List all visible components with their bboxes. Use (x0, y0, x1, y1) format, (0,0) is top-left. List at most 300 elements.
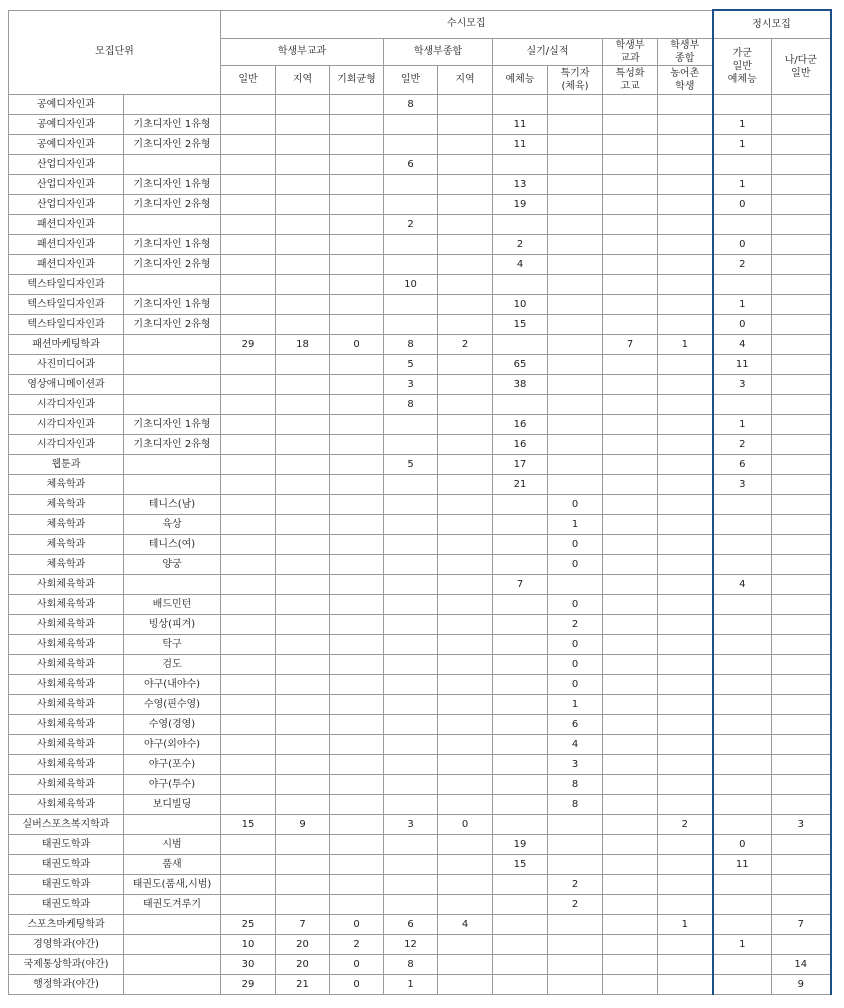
track-cell: 기초디자인 1유형 (124, 175, 221, 195)
track-cell: 기초디자인 2유형 (124, 255, 221, 275)
quota-cell (438, 495, 493, 515)
quota-cell (384, 555, 438, 575)
quota-cell (276, 535, 330, 555)
quota-cell (384, 515, 438, 535)
quota-cell (330, 275, 384, 295)
table-row (9, 455, 831, 475)
dept-cell: 영상애니메이션과 (9, 375, 124, 395)
header-jeongsi: 정시모집 (713, 10, 831, 39)
quota-cell (772, 875, 831, 895)
quota-cell (493, 675, 548, 695)
quota-cell: 1 (713, 135, 772, 155)
quota-cell: 15 (221, 815, 276, 835)
quota-cell (330, 395, 384, 415)
quota-cell (493, 955, 548, 975)
track-cell (124, 335, 221, 355)
quota-cell (548, 355, 603, 375)
quota-cell (438, 795, 493, 815)
quota-cell (221, 615, 276, 635)
dept-cell: 사회체육학과 (9, 675, 124, 695)
quota-cell (658, 775, 713, 795)
quota-cell (221, 635, 276, 655)
quota-cell (772, 375, 831, 395)
quota-cell (330, 675, 384, 695)
quota-cell (384, 115, 438, 135)
quota-cell (493, 155, 548, 175)
quota-cell: 4 (438, 915, 493, 935)
quota-cell (772, 355, 831, 375)
quota-cell (330, 795, 384, 815)
quota-cell (548, 815, 603, 835)
quota-cell (493, 715, 548, 735)
quota-cell (276, 235, 330, 255)
quota-cell (548, 155, 603, 175)
quota-cell (221, 235, 276, 255)
quota-cell (384, 695, 438, 715)
quota-cell (603, 535, 658, 555)
quota-cell (713, 535, 772, 555)
quota-cell (713, 495, 772, 515)
quota-cell (713, 155, 772, 175)
quota-cell (276, 295, 330, 315)
quota-cell (713, 695, 772, 715)
table-row (9, 135, 831, 155)
quota-cell (658, 415, 713, 435)
quota-cell (772, 495, 831, 515)
dept-cell: 시각디자인과 (9, 435, 124, 455)
quota-cell: 38 (493, 375, 548, 395)
quota-cell (713, 655, 772, 675)
quota-cell (330, 655, 384, 675)
track-cell: 육상 (124, 515, 221, 535)
quota-cell (603, 835, 658, 855)
quota-cell: 9 (276, 815, 330, 835)
quota-cell (221, 655, 276, 675)
quota-cell (603, 375, 658, 395)
track-cell (124, 355, 221, 375)
quota-cell: 0 (548, 655, 603, 675)
header-nongeochon-student: 농어촌 학생 (658, 66, 713, 95)
quota-cell (221, 155, 276, 175)
quota-cell: 3 (384, 815, 438, 835)
quota-cell (330, 415, 384, 435)
admissions-quota-table (8, 9, 832, 995)
quota-cell (221, 895, 276, 915)
quota-cell (658, 235, 713, 255)
quota-cell (493, 935, 548, 955)
quota-cell (276, 895, 330, 915)
quota-cell (330, 315, 384, 335)
quota-cell (384, 615, 438, 635)
quota-cell (772, 195, 831, 215)
quota-cell: 13 (493, 175, 548, 195)
quota-cell (221, 775, 276, 795)
quota-cell (713, 775, 772, 795)
quota-cell (603, 815, 658, 835)
header-silgi-special: 특기자 (체육) (548, 66, 603, 95)
quota-cell (548, 975, 603, 995)
dept-cell: 사회체육학과 (9, 655, 124, 675)
quota-cell (713, 755, 772, 775)
track-cell: 기초디자인 2유형 (124, 195, 221, 215)
quota-cell (772, 215, 831, 235)
quota-cell (713, 915, 772, 935)
quota-cell (493, 635, 548, 655)
quota-cell (438, 635, 493, 655)
quota-cell (438, 435, 493, 455)
quota-cell (548, 215, 603, 235)
track-cell (124, 455, 221, 475)
quota-cell (658, 95, 713, 115)
quota-cell (772, 135, 831, 155)
dept-cell: 사회체육학과 (9, 775, 124, 795)
quota-cell (548, 255, 603, 275)
quota-cell (493, 215, 548, 235)
quota-cell (438, 315, 493, 335)
quota-cell (493, 775, 548, 795)
table-row (9, 395, 831, 415)
table-row (9, 195, 831, 215)
quota-cell (330, 695, 384, 715)
quota-cell (548, 135, 603, 155)
quota-cell (772, 395, 831, 415)
quota-cell (772, 175, 831, 195)
table-row (9, 615, 831, 635)
quota-cell (772, 675, 831, 695)
quota-cell (493, 395, 548, 415)
dept-cell: 태권도학과 (9, 895, 124, 915)
quota-cell (493, 755, 548, 775)
quota-cell (603, 895, 658, 915)
quota-cell: 20 (276, 955, 330, 975)
quota-cell (658, 975, 713, 995)
quota-cell: 21 (493, 475, 548, 495)
quota-cell: 0 (330, 335, 384, 355)
table-row (9, 855, 831, 875)
dept-cell: 공예디자인과 (9, 135, 124, 155)
dept-cell: 공예디자인과 (9, 95, 124, 115)
quota-cell (384, 875, 438, 895)
quota-cell (772, 155, 831, 175)
quota-cell (548, 455, 603, 475)
quota-cell (276, 475, 330, 495)
quota-cell (221, 475, 276, 495)
quota-cell: 8 (548, 775, 603, 795)
quota-cell (493, 795, 548, 815)
quota-cell (384, 135, 438, 155)
quota-cell (221, 715, 276, 735)
quota-cell (658, 535, 713, 555)
track-cell: 빙상(피겨) (124, 615, 221, 635)
quota-cell (772, 795, 831, 815)
quota-cell (713, 895, 772, 915)
quota-cell: 0 (548, 555, 603, 575)
quota-cell (658, 715, 713, 735)
dept-cell: 체육학과 (9, 475, 124, 495)
quota-cell (276, 435, 330, 455)
quota-cell (384, 595, 438, 615)
quota-cell (438, 155, 493, 175)
table-row (9, 955, 831, 975)
quota-cell: 7 (603, 335, 658, 355)
quota-cell (548, 435, 603, 455)
table-row (9, 515, 831, 535)
track-cell (124, 275, 221, 295)
quota-cell (548, 375, 603, 395)
quota-cell (493, 915, 548, 935)
quota-cell (658, 575, 713, 595)
header-jonghap-general: 일반 (384, 66, 438, 95)
quota-cell (658, 655, 713, 675)
quota-cell (603, 455, 658, 475)
quota-cell (438, 195, 493, 215)
quota-cell (276, 695, 330, 715)
table-row (9, 875, 831, 895)
quota-cell (772, 115, 831, 135)
quota-cell (221, 735, 276, 755)
dept-cell: 텍스타일디자인과 (9, 295, 124, 315)
quota-cell (438, 575, 493, 595)
quota-cell: 10 (493, 295, 548, 315)
table-row (9, 755, 831, 775)
quota-cell (438, 735, 493, 755)
quota-cell (438, 215, 493, 235)
quota-cell: 1 (548, 695, 603, 715)
quota-cell (276, 875, 330, 895)
quota-cell (603, 875, 658, 895)
quota-cell (384, 315, 438, 335)
quota-cell (548, 915, 603, 935)
quota-cell: 2 (713, 435, 772, 455)
quota-cell (330, 635, 384, 655)
quota-cell (548, 575, 603, 595)
quota-cell: 65 (493, 355, 548, 375)
track-cell: 검도 (124, 655, 221, 675)
quota-cell (493, 595, 548, 615)
quota-cell (330, 115, 384, 135)
quota-cell (384, 835, 438, 855)
quota-cell (438, 475, 493, 495)
quota-cell (603, 915, 658, 935)
quota-cell (276, 735, 330, 755)
quota-cell (548, 115, 603, 135)
quota-cell (221, 555, 276, 575)
quota-cell: 8 (548, 795, 603, 815)
quota-cell (330, 895, 384, 915)
quota-cell: 4 (713, 335, 772, 355)
quota-cell: 20 (276, 935, 330, 955)
track-cell: 기초디자인 1유형 (124, 115, 221, 135)
quota-cell (330, 475, 384, 495)
quota-cell (603, 355, 658, 375)
table-row (9, 635, 831, 655)
quota-cell (493, 275, 548, 295)
quota-cell (438, 535, 493, 555)
quota-cell (330, 175, 384, 195)
dept-cell: 시각디자인과 (9, 395, 124, 415)
table-row (9, 315, 831, 335)
quota-cell: 7 (772, 915, 831, 935)
quota-cell (493, 555, 548, 575)
quota-cell (603, 975, 658, 995)
quota-cell (493, 695, 548, 715)
quota-cell (221, 435, 276, 455)
table-body (9, 95, 831, 995)
quota-cell (772, 475, 831, 495)
quota-cell (772, 755, 831, 775)
header-jonghap-region: 지역 (438, 66, 493, 95)
quota-cell (330, 235, 384, 255)
track-cell (124, 935, 221, 955)
quota-cell: 1 (713, 175, 772, 195)
quota-cell (438, 775, 493, 795)
quota-cell (658, 455, 713, 475)
quota-cell (438, 935, 493, 955)
quota-cell (603, 755, 658, 775)
quota-cell (221, 95, 276, 115)
quota-cell (658, 215, 713, 235)
quota-cell (384, 675, 438, 695)
quota-cell (493, 895, 548, 915)
quota-cell (221, 275, 276, 295)
quota-cell (603, 695, 658, 715)
quota-cell (603, 555, 658, 575)
quota-cell (603, 115, 658, 135)
quota-cell: 1 (658, 915, 713, 935)
header-ga-gun: 가군 일반 예체능 (713, 39, 772, 95)
table-row (9, 675, 831, 695)
quota-cell (713, 675, 772, 695)
dept-cell: 사회체육학과 (9, 795, 124, 815)
header-jonghap: 학생부종합 (384, 39, 493, 66)
quota-cell: 0 (548, 595, 603, 615)
quota-cell (221, 835, 276, 855)
quota-cell (658, 295, 713, 315)
quota-cell: 4 (493, 255, 548, 275)
quota-cell (276, 855, 330, 875)
quota-cell (548, 195, 603, 215)
quota-cell (658, 695, 713, 715)
dept-cell: 공예디자인과 (9, 115, 124, 135)
dept-cell: 체육학과 (9, 515, 124, 535)
quota-cell (276, 675, 330, 695)
quota-cell (713, 555, 772, 575)
quota-cell (221, 395, 276, 415)
quota-cell (276, 795, 330, 815)
dept-cell: 실버스포츠복지학과 (9, 815, 124, 835)
track-cell (124, 975, 221, 995)
quota-cell (548, 235, 603, 255)
quota-cell (276, 315, 330, 335)
quota-cell (221, 595, 276, 615)
track-cell: 탁구 (124, 635, 221, 655)
quota-cell (713, 635, 772, 655)
dept-cell: 웹툰과 (9, 455, 124, 475)
quota-cell (658, 835, 713, 855)
quota-cell (438, 175, 493, 195)
quota-cell (330, 815, 384, 835)
quota-cell (438, 275, 493, 295)
quota-cell (548, 855, 603, 875)
quota-cell (384, 535, 438, 555)
track-cell: 야구(내야수) (124, 675, 221, 695)
track-cell: 배드민턴 (124, 595, 221, 615)
quota-cell: 30 (221, 955, 276, 975)
dept-cell: 체육학과 (9, 495, 124, 515)
quota-cell (384, 655, 438, 675)
quota-cell (276, 395, 330, 415)
dept-cell: 태권도학과 (9, 835, 124, 855)
quota-cell (658, 155, 713, 175)
quota-cell (438, 755, 493, 775)
quota-cell (276, 595, 330, 615)
quota-cell: 1 (713, 295, 772, 315)
quota-cell (713, 875, 772, 895)
quota-cell (384, 415, 438, 435)
quota-cell (330, 775, 384, 795)
quota-cell (438, 455, 493, 475)
quota-cell (658, 675, 713, 695)
track-cell (124, 155, 221, 175)
quota-cell: 0 (330, 915, 384, 935)
dept-cell: 행정학과(야간) (9, 975, 124, 995)
quota-cell (772, 835, 831, 855)
quota-cell (603, 295, 658, 315)
quota-cell (603, 475, 658, 495)
quota-cell (276, 95, 330, 115)
quota-cell (221, 575, 276, 595)
dept-cell: 스포츠마케팅학과 (9, 915, 124, 935)
quota-cell (493, 655, 548, 675)
quota-cell (658, 855, 713, 875)
quota-cell (548, 415, 603, 435)
quota-cell: 6 (384, 915, 438, 935)
quota-cell (384, 855, 438, 875)
quota-cell: 0 (330, 975, 384, 995)
quota-cell (772, 295, 831, 315)
quota-cell (713, 515, 772, 535)
table-row (9, 795, 831, 815)
quota-cell (330, 715, 384, 735)
quota-cell (658, 955, 713, 975)
dept-cell: 패션마케팅학과 (9, 335, 124, 355)
quota-cell (438, 515, 493, 535)
quota-cell (603, 935, 658, 955)
dept-cell: 사회체육학과 (9, 575, 124, 595)
quota-cell (330, 595, 384, 615)
quota-cell (276, 495, 330, 515)
quota-cell (384, 715, 438, 735)
quota-cell: 3 (713, 475, 772, 495)
quota-cell (603, 655, 658, 675)
track-cell: 기초디자인 2유형 (124, 315, 221, 335)
quota-cell: 7 (276, 915, 330, 935)
quota-cell (276, 355, 330, 375)
quota-cell: 0 (713, 835, 772, 855)
quota-cell: 0 (438, 815, 493, 835)
track-cell: 기초디자인 1유형 (124, 235, 221, 255)
quota-cell: 11 (713, 855, 772, 875)
quota-cell (276, 755, 330, 775)
quota-cell (772, 275, 831, 295)
quota-cell (658, 395, 713, 415)
quota-cell: 25 (221, 915, 276, 935)
quota-cell (548, 175, 603, 195)
track-cell: 품새 (124, 855, 221, 875)
quota-cell (493, 815, 548, 835)
quota-cell (658, 495, 713, 515)
quota-cell (603, 575, 658, 595)
